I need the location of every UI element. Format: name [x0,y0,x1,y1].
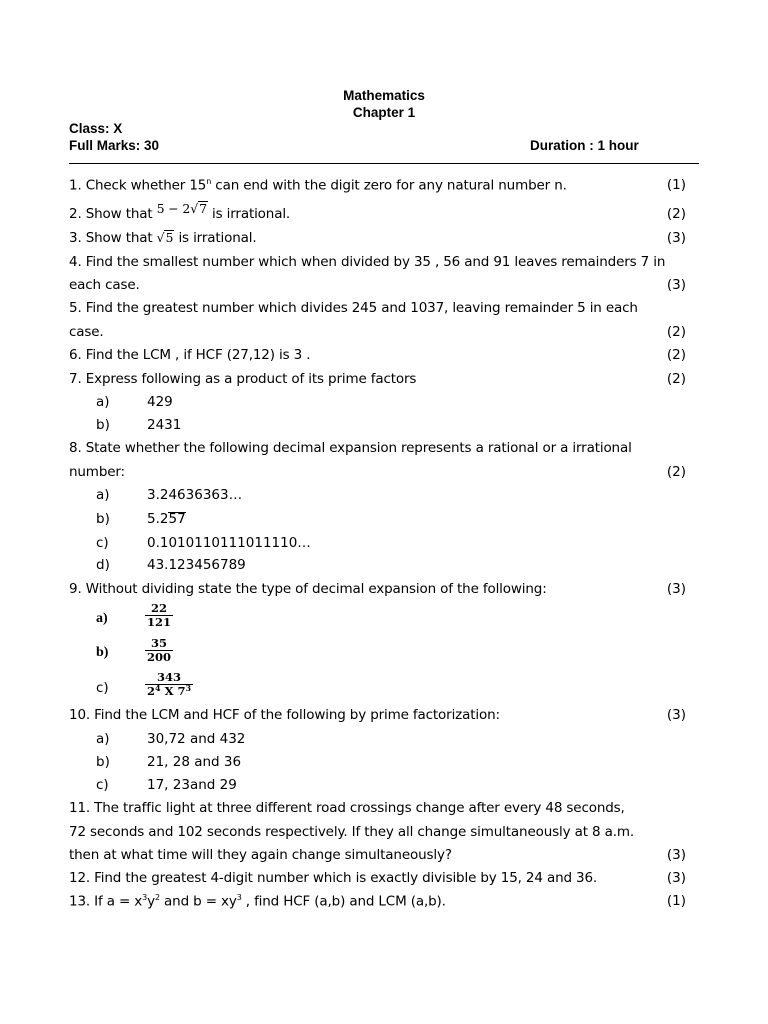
question-8-item-c-value: 0.1010110111011110… [147,535,311,551]
full-marks-label: Full Marks: 30 [69,138,160,153]
question-10-item-a-label: a) [96,731,110,747]
question-8-item-a-label: a) [96,487,110,503]
question-6-marks: (2) [666,347,686,363]
question-9-item-a-label: a) [96,611,108,626]
question-13-marks: (1) [666,893,686,909]
expression-root-5: √5 [156,230,174,245]
question-8-item-d-value: 43.123456789 [147,557,246,573]
question-8-line-2: number: [69,464,125,480]
header-divider [69,163,699,164]
question-9: 9. Without dividing state the type of decimal expansion of the following: [69,581,547,597]
question-8-item-b-label: b) [96,511,110,527]
question-3: 3. Show that √5 is irrational. [69,230,257,246]
question-8-item-a-value: 3.24636363… [147,487,243,503]
question-8-marks: (2) [666,464,686,480]
question-9-item-b-label: b) [96,645,109,660]
class-label: Class: X [69,121,123,136]
question-11-line-2: 72 seconds and 102 seconds respectively. If they all change simultaneously at 8 a.m. [69,824,634,840]
question-1: 1. Check whether 15$^n$ can end with the digit zero for any natural number n. [69,177,567,194]
chapter-title: Chapter 1 [352,105,416,120]
fraction-343-over-powers: $\frac{343}{2^4 X 7^3}$ [147,670,192,698]
question-9-item-c-label: c) [96,680,109,696]
subject-title: Mathematics [343,88,425,103]
question-13: 13. If $a = x^3y^2$ and $b = xy^3$ , find HCF (a,b) and LCM (a,b). [69,893,446,910]
question-6: 6. Find the LCM , if HCF (27,12) is 3 . [69,347,311,363]
question-10-marks: (3) [666,707,686,723]
question-11-marks: (3) [666,847,686,863]
repeating-bar: 57 [168,511,186,527]
question-4-line-1: 4. Find the smallest number which when divided by 35 , 56 and 91 leaves remainders 7 in [69,254,666,270]
question-12-marks: (3) [666,870,686,886]
question-10: 10. Find the LCM and HCF of the following by prime factorization: [69,707,500,723]
question-5-marks: (2) [666,324,686,340]
question-8-item-b-value: 5.257 [147,511,186,527]
question-7: 7. Express following as a product of its prime factors [69,371,417,387]
question-9-marks: (3) [666,581,686,597]
question-2: 2. Show that 5 − 2√7 is irrational. [69,201,291,222]
question-7-item-b-value: 2431 [147,417,182,433]
question-4-marks: (3) [666,277,686,293]
question-8-item-c-label: c) [96,535,109,551]
fraction-22-over-121: $\frac{22}{121}$ [147,601,172,629]
question-7-marks: (2) [666,371,686,387]
question-10-item-b-label: b) [96,754,110,770]
question-2-marks: (2) [666,206,686,222]
question-10-item-c-value: 17, 23and 29 [147,777,237,793]
question-7-item-a-value: 429 [147,394,173,410]
question-10-item-a-value: 30,72 and 432 [147,731,246,747]
question-7-item-a-label: a) [96,394,110,410]
question-4-line-2: each case. [69,277,140,293]
question-5-line-1: 5. Find the greatest number which divides 245 and 1037, leaving remainder 5 in each [69,300,638,316]
question-8-line-1: 8. State whether the following decimal expansion represents a rational or a irrational [69,440,632,456]
question-7-item-b-label: b) [96,417,110,433]
question-12: 12. Find the greatest 4-digit number which is exactly divisible by 15, 24 and 36. [69,870,598,886]
question-8-item-d-label: d) [96,557,110,573]
question-3-marks: (3) [666,230,686,246]
question-10-item-b-value: 21, 28 and 36 [147,754,242,770]
fraction-35-over-200: $\frac{35}{200}$ [147,636,172,664]
question-5-line-2: case. [69,324,104,340]
expression-5-minus-2-root-7: 5 − 2√7 [156,201,207,216]
question-10-item-c-label: c) [96,777,109,793]
question-1-marks: (1) [666,177,686,193]
duration-label: Duration : 1 hour [530,138,639,153]
question-11-line-1: 11. The traffic light at three different road crossings change after every 48 seconds, [69,800,625,816]
question-11-line-3: then at what time will they again change simultaneously? [69,847,452,863]
